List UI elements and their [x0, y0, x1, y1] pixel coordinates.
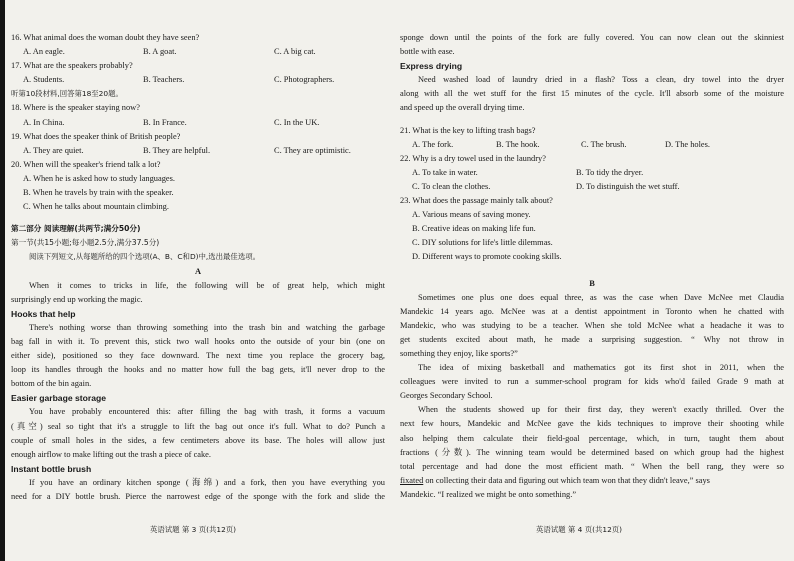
q18-option-c: C. In the UK.: [274, 117, 320, 127]
b-p1-line-1: Sometimes one plus one does equal three, as was the case when Dave McNee met Claudia: [418, 292, 784, 302]
b-p1-line-3: Mandekic, who was studying to be a teacher. When she told McNee what a headache it was to: [400, 320, 784, 330]
p2-line-1: You have probably encountered this: after filling the bag with trash, it forms a vacuum: [29, 407, 385, 417]
q19-option-b: B. They are helpful.: [143, 145, 211, 155]
q20-option-c: C. When he talks about mountain climbing.: [23, 202, 169, 212]
q17-options: [11, 73, 385, 87]
heading-express-drying: Express drying: [400, 61, 463, 72]
b-p3-line-4: fractions (分数). The winning team would be determined based on which group had the highest: [400, 447, 784, 457]
b-p1-line-4: get students excited about math, he made a surprising suggestion. “ Why not throw in: [400, 334, 784, 344]
q22-options-row2: [400, 180, 784, 194]
q18-options: [11, 116, 385, 130]
q19-option-a: A. They are quiet.: [23, 145, 84, 155]
p4-line-3: and speed up the overall drying time.: [400, 103, 525, 113]
q21-option-b: B. The hook.: [496, 139, 540, 149]
p4-line-1: Need washed load of laundry dried in a flash? Toss a clean, dry towel into the dryer: [418, 75, 784, 85]
q19-option-c: C. They are optimistic.: [274, 145, 351, 155]
q18-stem: 18. Where is the speaker staying now?: [11, 103, 140, 113]
q20-stem: 20. When will the speaker's friend talk a lot?: [11, 159, 161, 169]
p1-line-5: bottom of the bin again.: [11, 379, 92, 389]
q16-option-c: C. A big cat.: [274, 47, 316, 57]
q22-option-a: A. To take in water.: [412, 167, 478, 177]
q20-option-a: A. When he is asked how to study languages.: [23, 173, 175, 183]
q20-option-b: B. When he travels by train with the speaker.: [23, 188, 174, 198]
b-p3-line-5: total percentage and had done the most efficient math. “ When the bell rang, they were so: [400, 461, 784, 471]
underlined-word-fixated: fixated: [400, 475, 424, 485]
q23-option-d: D. Different ways to promote cooking skills.: [412, 252, 562, 262]
binding-edge: [0, 0, 5, 561]
p3-line-2: need for a DIY bottle brush. Pierce the narrowest edge of the sponge with the fork and slide the: [11, 492, 385, 501]
b-p3-line-2: next few hours, Mandekic and McNee gave the kids techniques to improve their shooting while: [400, 419, 784, 429]
p1-line-3: either side), positioned so they face downward. The next time you replace the grocery bag,: [11, 351, 385, 361]
q17-option-a: A. Students.: [23, 75, 65, 85]
b-p3-line-6-rest: on collecting their data and figuring out which team won that they didn't leave,” says: [423, 475, 710, 485]
p2-line-2: (真空) seal so tight that it's a struggle to lift the bag out once it's full. What to do? Punch a: [11, 421, 385, 431]
q19-stem: 19. What does the speaker think of British people?: [11, 131, 181, 141]
b-p3-line-7: Mandekic. “I realized we might be onto something.”: [400, 489, 577, 499]
p2-line-4: enough airflow to make lifting out the trash a piece of cake.: [11, 449, 211, 459]
b-p3-line-3: also helping them calculate their field-goal percentage, which, in turn, taught them about: [400, 433, 784, 443]
q21-stem: 21. What is the key to lifting trash bags?: [400, 125, 536, 135]
p2-line-3: couple of small holes in the sides, a few centimeters above its base. The holes will allow just: [11, 435, 385, 445]
b-p1-line-2: Mandekic 14 years ago. McNee was at a dentist appointment in Toronto when he chatted with: [400, 306, 784, 316]
heading-hooks: Hooks that help: [11, 308, 76, 319]
section1-instructions: 阅读下列短文,从每题所给的四个选项(A、B、C和D)中,选出最佳选项。: [29, 252, 260, 262]
p1-line-1: There's nothing worse than throwing something into the trash bin and watching the garbage: [29, 322, 385, 332]
q17-option-b: B. Teachers.: [143, 75, 185, 85]
heading-bottle-brush: Instant bottle brush: [11, 463, 92, 474]
page-footer-right: 英语试题 第 4 页(共12页): [536, 525, 623, 534]
listening-note: 听第10段材料,回答第18至20题。: [11, 89, 123, 99]
q21-option-a: A. The fork.: [412, 139, 454, 149]
q23-option-a: A. Various means of saving money.: [412, 210, 531, 220]
b-p2-line-2: colleagues were invited to run a summer-school program for kids who'd failed Grade 9 math at: [400, 377, 784, 387]
q16-stem: 16. What animal does the woman doubt they have seen?: [11, 33, 200, 42]
q18-option-b: B. In France.: [143, 117, 187, 127]
q22-stem: 22. Why is a dry towel used in the laundry?: [400, 153, 546, 163]
b-p2-line-3: Georges Secondary School.: [400, 391, 493, 401]
q16-option-a: A. An eagle.: [23, 47, 65, 57]
q23-option-b: B. Creative ideas on making life fun.: [412, 224, 536, 234]
q22-options-row1: [400, 166, 784, 180]
b-p3-line-6: [400, 474, 784, 488]
p3-line-1: If you have an ordinary kitchen sponge (海绵) and a fork, then you have everything you: [29, 477, 385, 487]
p1-line-4: loop its handles through the hooks and no matter how full the bag gets, it'll never drop to the: [11, 365, 385, 375]
q21-options: [400, 138, 784, 152]
b-p1-line-5: something they enjoy, like sports?”: [400, 348, 518, 358]
q22-option-c: C. To clean the clothes.: [412, 181, 491, 191]
p3-cont-line-1: sponge down until the points of the fork are fully covered. You can now clean out the skinniest: [400, 33, 784, 42]
b-p2-line-1: The idea of mixing basketball and mathematics got its first shot in 2011, when the: [418, 363, 784, 373]
left-column: [11, 31, 385, 504]
heading-garbage-storage: Easier garbage storage: [11, 393, 107, 404]
q17-option-c: C. Photographers.: [274, 75, 335, 85]
q16-option-b: B. A goat.: [143, 47, 177, 57]
part2-title: 第二部分 阅读理解(共两节;满分50分): [11, 224, 141, 234]
q22-option-d: D. To distinguish the wet stuff.: [576, 181, 680, 191]
q23-stem: 23. What does the passage mainly talk about?: [400, 196, 553, 206]
intro-line-1: When it comes to tricks in life, the following will be of great help, which might: [29, 280, 385, 290]
q21-option-d: D. The holes.: [665, 139, 710, 149]
p1-line-2: bag fall in with it. To prevent this, stick two wall hooks onto the outside of your bin (one on: [11, 336, 385, 346]
q19-options: [11, 144, 385, 158]
p4-line-2: along with all the wet stuff for the first 15 minutes of the cycle. It'll absorb some of the moisture: [400, 89, 784, 99]
page-footer-left: 英语试题 第 3 页(共12页): [150, 525, 237, 534]
q17-stem: 17. What are the speakers probably?: [11, 61, 133, 71]
right-column: [400, 31, 784, 502]
passage-b-label: B: [589, 278, 595, 288]
passage-a-label: A: [194, 266, 202, 276]
intro-line-2: surprisingly end up working the magic.: [11, 294, 143, 304]
q22-option-b: B. To tidy the dryer.: [576, 167, 644, 177]
q16-options: [11, 45, 385, 59]
q23-option-c: C. DIY solutions for life's little dilemmas.: [412, 238, 553, 248]
q18-option-a: A. In China.: [23, 117, 65, 127]
section1-title: 第一节(共15小题;每小题2.5分,满分37.5分): [11, 238, 160, 248]
q21-option-c: C. The brush.: [581, 139, 627, 149]
p3-cont-line-2: bottle with ease.: [400, 47, 455, 57]
b-p3-line-1: When the students showed up for their first day, they weren't exactly thrilled. Over the: [418, 405, 784, 415]
